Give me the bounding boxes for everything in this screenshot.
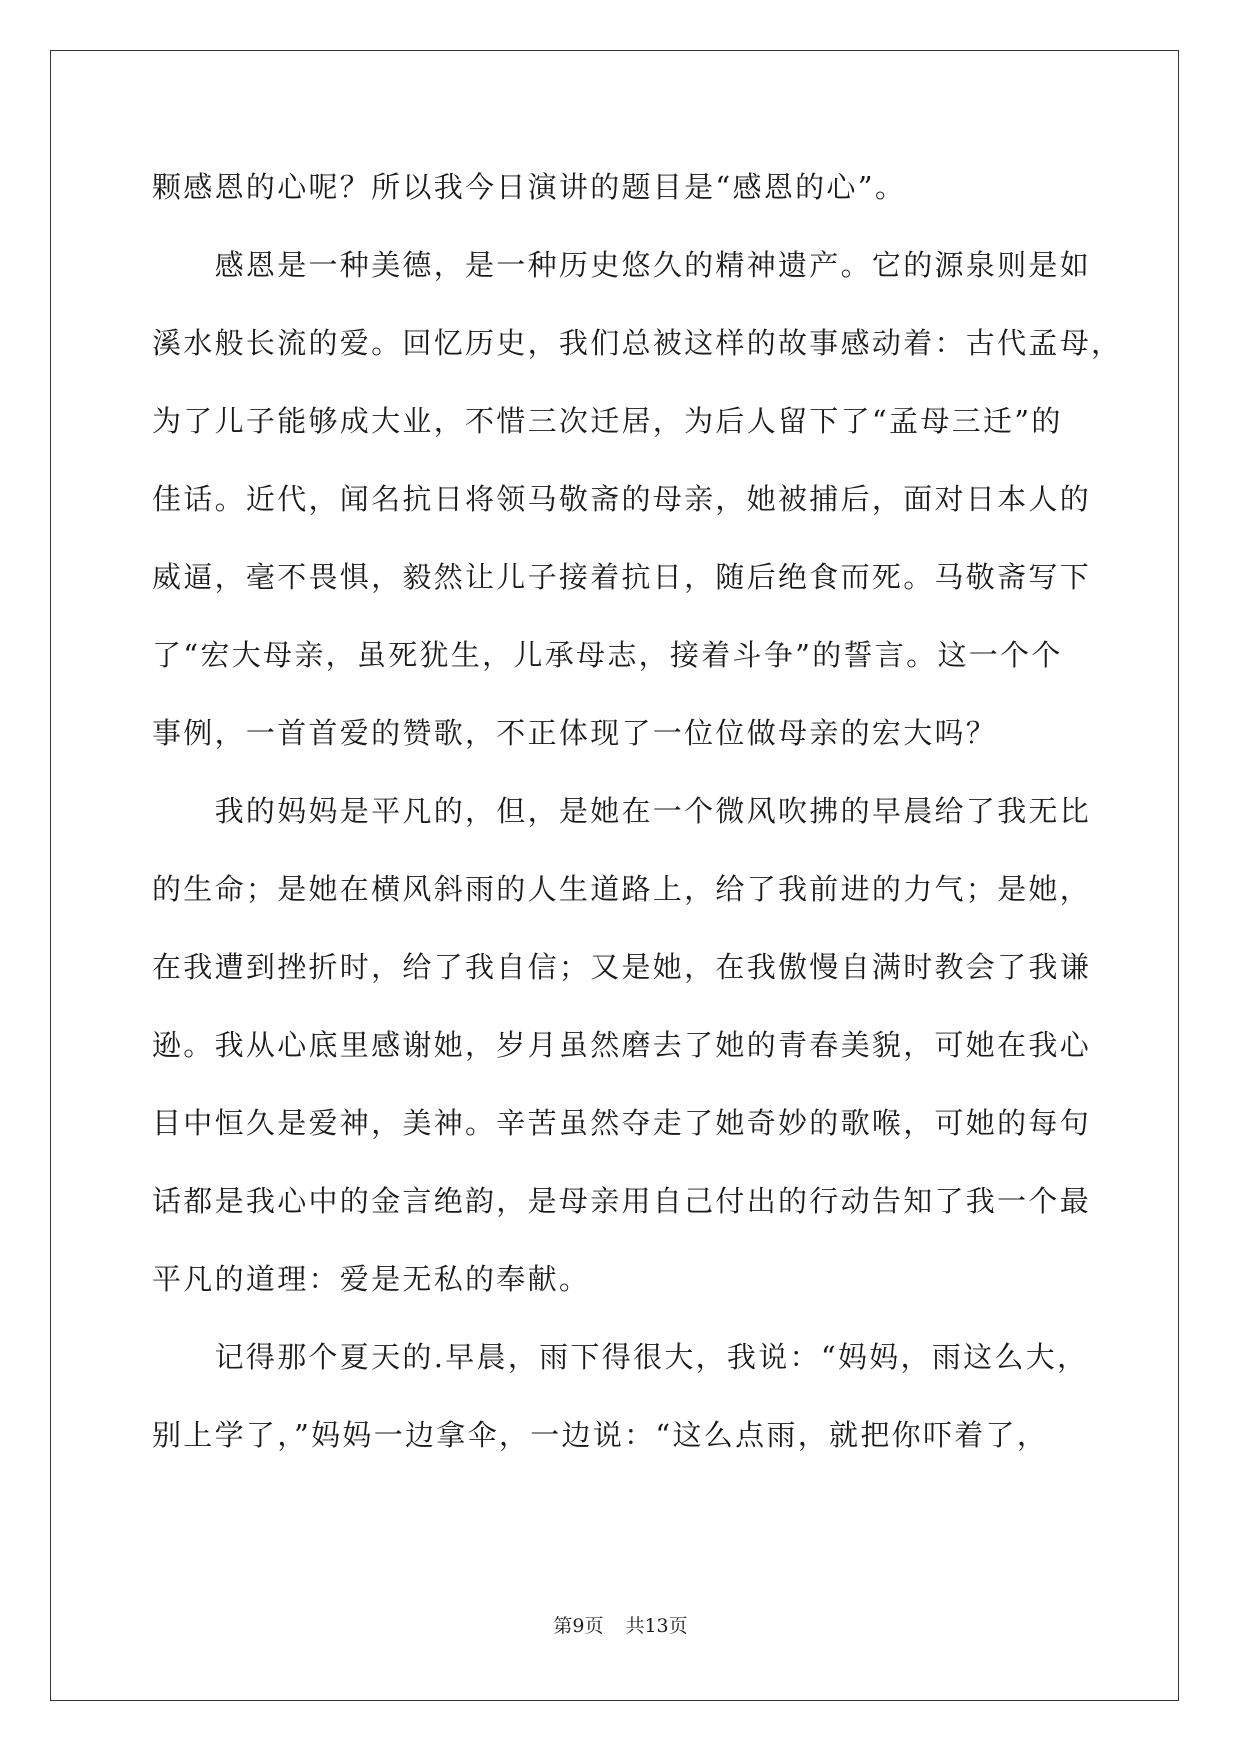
- text-line: 目中恒久是爱神，美神。辛苦虽然夺走了她奇妙的歌喉，可她的每句: [152, 1106, 1092, 1140]
- text-line: 威逼，毫不畏惧，毅然让儿子接着抗日，随后绝食而死。马敬斋写下: [152, 560, 1092, 594]
- text-line: 颗感恩的心呢？所以我今日演讲的题目是“感恩的心”。: [152, 170, 907, 204]
- text-line: 话都是我心中的金言绝韵，是母亲用自己付出的行动告知了我一个最: [152, 1184, 1092, 1218]
- text-line: 逊。我从心底里感谢她，岁月虽然磨去了她的青春美貌，可她在我心: [152, 1028, 1092, 1062]
- page-footer: [0, 1614, 1241, 1638]
- text-line: 溪水般长流的爱。回忆历史，我们总被这样的故事感动着：古代孟母，: [152, 326, 1123, 360]
- text-line: 事例，一首首爱的赞歌，不正体现了一位位做母亲的宏大吗？: [152, 716, 998, 750]
- page-number: 9: [572, 1615, 585, 1637]
- text-line: 平凡的道理：爱是无私的奉献。: [152, 1262, 591, 1296]
- page-prefix: 第: [553, 1615, 573, 1637]
- total-suffix: 页: [668, 1615, 688, 1637]
- text-line: 感恩是一种美德，是一种历史悠久的精神遗产。它的源泉则是如: [152, 248, 1092, 282]
- text-line: 我的妈妈是平凡的，但，是她在一个微风吹拂的早晨给了我无比: [152, 794, 1092, 828]
- text-line: 在我遭到挫折时，给了我自信；又是她，在我傲慢自满时教会了我谦: [152, 950, 1092, 984]
- text-line: 佳话。近代，闻名抗日将领马敬斋的母亲，她被捕后，面对日本人的: [152, 482, 1092, 516]
- text-line: 别上学了，”妈妈一边拿伞，一边说：“这么点雨，就把你吓着了，: [152, 1418, 1049, 1452]
- text-line: 的生命；是她在横风斜雨的人生道路上，给了我前进的力气；是她，: [152, 872, 1092, 906]
- text-line: 记得那个夏天的.早晨，雨下得很大，我说：“妈妈，雨这么大，: [152, 1340, 1089, 1374]
- document-body: [152, 162, 1123, 1488]
- total-prefix: 共: [625, 1615, 645, 1637]
- text-line: 为了儿子能够成大业，不惜三次迁居，为后人留下了“孟母三迁”的: [152, 404, 1063, 438]
- page-suffix: 页: [584, 1615, 604, 1637]
- text-line: 了“宏大母亲，虽死犹生，儿承母志，接着斗争”的誓言。这一个个: [152, 638, 1063, 672]
- total-pages: 13: [644, 1615, 669, 1637]
